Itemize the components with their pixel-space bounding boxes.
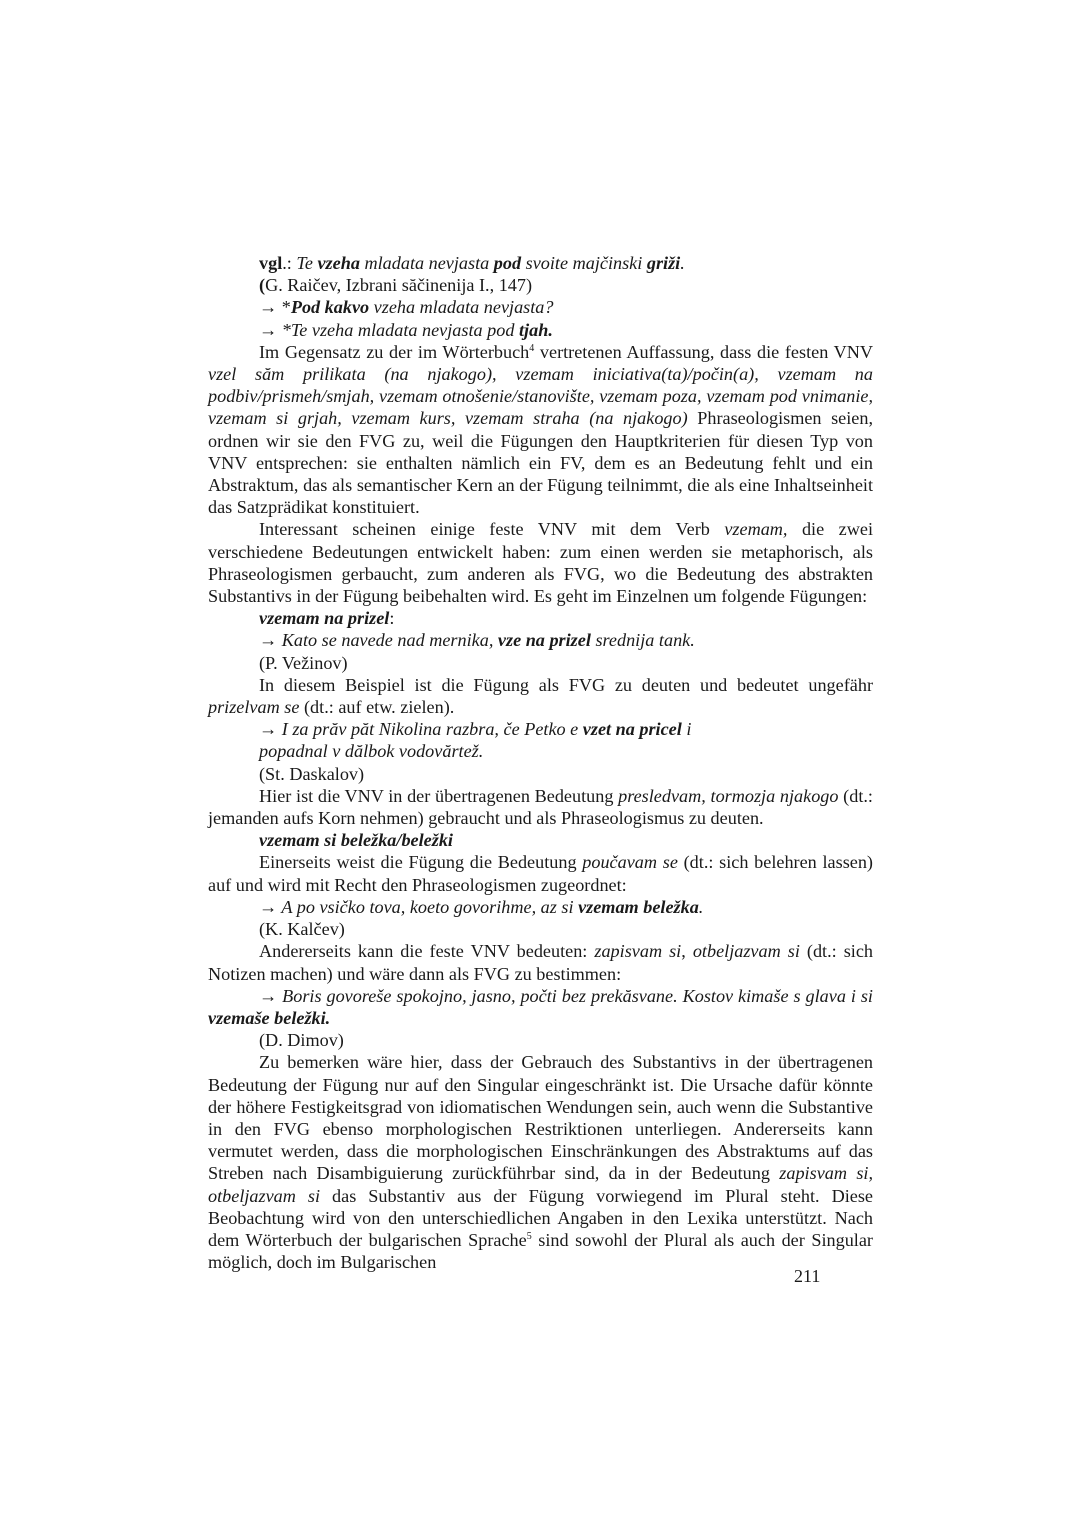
example-line: popadnal v dălbok vodovărtež. [259,741,484,762]
source-citation: (P. Vežinov) [259,652,348,673]
example-line: → *Te vzeha mladata nevjasta pod tjah. [259,319,553,340]
example-line: → *Pod kakvo vzeha mladata nevjasta? [259,297,554,318]
footnote-ref: 5 [526,1230,532,1242]
example-line: vgl.: Te vzeha mladata nevjasta pod svoite majčinski griži. [259,253,685,273]
term-heading: vzemam si beležka/beležki [259,830,453,851]
source-citation: (K. Kalčev) [259,919,345,940]
paragraph: Einerseits weist die Fügung die Bedeutung poučavam se (dt.: sich belehren lassen) auf und wird mit Recht den Phraseologismen zugeordnet: [208,852,873,895]
paragraph: Hier ist die VNV in der übertragenen Bedeutung presledvam, tormozja njakogo (dt.: jemanden aufs Korn nehmen) gebraucht und als Phraseologismus zu deuten. [208,785,873,829]
term-heading: vzemam na prizel: [259,608,395,629]
source-citation: (D. Dimov) [259,1030,344,1051]
example-line: → Boris govoreše spokojno, jasno, počti bez prekăsvane. Kostov kimaše s glava i si vzemaše beležki. [208,985,873,1028]
example-line: → Kato se navede nad mernika, vze na prizel srednija tank. [259,630,695,651]
page-body [208,252,873,1273]
source-citation: (G. Raičev, Izbrani săčinenija I., 147) [259,275,533,296]
page-number: 211 [794,1266,821,1286]
example-line: → A po vsičko tova, koeto govorihme, az si vzemam beležka. [259,896,704,917]
example-line: → I za prăv păt Nikolina razbra, če Petko e vzet na pricel i [259,719,692,740]
paragraph: Interessant scheinen einige feste VNV mit dem Verb vzemam, die zwei verschiedene Bedeutungen entwickelt haben: zum einen werden sie metaphorisch, als Phraseologismen gerbaucht, zum anderen als FVG, wo die Bedeutung des abstrakten Substantivs in der Fügung beibehalten wird. Es geht im Einzelnen um folgende Fügungen: [208,519,873,607]
source-citation: (St. Daskalov) [259,763,365,784]
paragraph: Im Gegensatz zu der im Wörterbuch$^4$ vertretenen Auffassung, dass die festen VNV vzel săm prilikata (na njakogo), vzemam iniciativa(ta)/počin(a), vzemam na podbiv/prismeh/smjah, vzemam otnošenie/stanovište, vzemam poza, vzemam pod vnimanie, vzemam si grjah, vzemam kurs, vzemam straha (na njakogo) Phraseologismen seien, ordnen wir sie den FVG zu, weil die Fügungen den Hauptkriterien für diesen Typ von VNV entsprechen: sie enthalten nämlich ein FV, dem es an Bedeutung fehlt und ein Abstraktum, das als semantischer Kern an der Fügung teilnimmt, die als eine Inhaltseinheit das Satzprädikat konstituiert. [208,341,873,518]
paragraph: Andererseits kann die feste VNV bedeuten: zapisvam si, otbeljazvam si (dt.: sich Notizen machen) und wäre dann als FVG zu bestimmen: [208,941,874,984]
paragraph: Zu bemerken wäre hier, dass der Gebrauch des Substantivs in der übertragenen Bedeutung der Fügung nur auf den Singular eingeschränkt ist. Die Ursache dafür könnte der höhere Festigkeitsgrad von idiomatischen Wendungen sein, auch wenn die Substantive in den FVG ebenso morphologischen Restriktionen unterliegen. Andererseits kann vermutet werden, dass die morphologischen Einschränkungen des Abstraktums auf das Streben nach Disambiguierung zurückführbar sind, da in der Bedeutung zapisvam si, otbeljazvam si das Substantiv aus der Fügung vorwiegend im Plural steht. Diese Beobachtung wird von den unterschiedlichen Angaben in den Lexika unterstützt. Nach dem Wörterbuch der bulgarischen Sprache$^5$ sind sowohl der Plural als auch der Singular möglich, doch im Bulgarischen [208,1052,873,1273]
footnote-ref: 4 [529,342,535,354]
paragraph: In diesem Beispiel ist die Fügung als FVG zu deuten und bedeutet ungefähr prizelvam se (dt.: auf etw. zielen). [208,674,873,718]
